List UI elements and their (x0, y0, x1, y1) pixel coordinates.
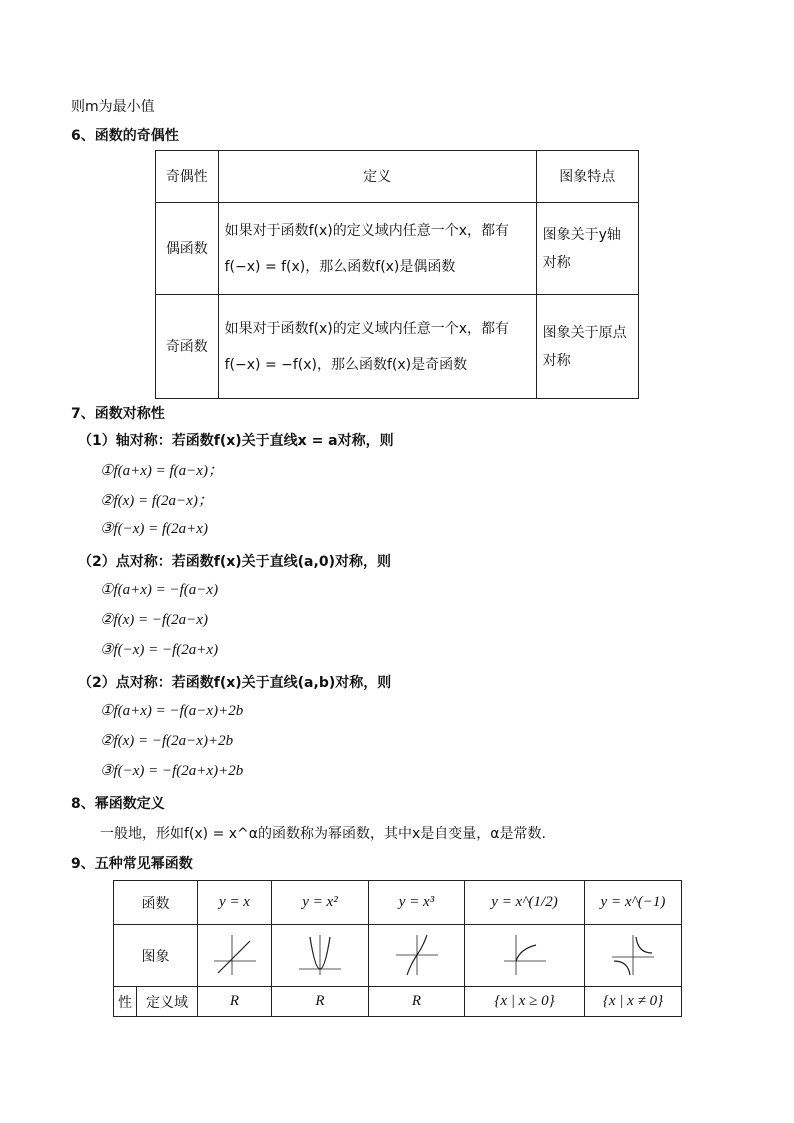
point-symmetry-a0-head: （2）点对称：若函数f(x)关于直线(a,0)对称，则 (78, 554, 391, 570)
domain-cell: R (198, 987, 272, 1017)
pointb-item-1: ①f(a+x) = −f(a−x)+2b (100, 703, 244, 719)
function-cell: y = x² (272, 881, 369, 925)
header-graph-feature: 图象特点 (536, 151, 638, 203)
even-function-definition (218, 203, 536, 295)
row-label-property: 性 (114, 987, 137, 1017)
axis-item-3: ③f(−x) = f(2a+x) (100, 521, 208, 537)
graph-cell (272, 925, 369, 987)
odd-function-label: 奇函数 (156, 295, 219, 399)
odd-function-feature (536, 295, 638, 399)
graph-cell (198, 925, 272, 987)
odd-feature-line2: 对称 (542, 352, 571, 369)
domain-cell: {x | x ≥ 0} (465, 987, 585, 1017)
row-label-function: 函数 (114, 881, 198, 925)
even-function-feature (536, 203, 638, 295)
pointb-item-3: ③f(−x) = −f(2a+x)+2b (100, 763, 244, 779)
axis-item-1: ①f(a+x) = f(a−x)； (100, 463, 223, 479)
domain-cell: R (369, 987, 465, 1017)
section-9-title: 9、五种常见幂函数 (71, 856, 193, 872)
odd-feature-line1: 图象关于原点 (542, 324, 627, 341)
odd-function-definition (218, 295, 536, 399)
point0-item-2: ②f(x) = −f(2a−x) (100, 612, 208, 628)
axis-item-2: ②f(x) = f(2a−x)； (100, 493, 213, 509)
even-feature-line1: 图象关于y轴 (542, 226, 621, 243)
function-cell: y = x (198, 881, 272, 925)
point0-item-1: ①f(a+x) = −f(a−x) (100, 582, 219, 598)
axis-symmetry-head: （1）轴对称：若函数f(x)关于直线x = a对称，则 (78, 433, 394, 449)
even-def-line2: f(−x) = f(x)，那么函数f(x)是偶函数 (224, 258, 456, 275)
even-feature-line2: 对称 (542, 254, 571, 271)
function-cell: y = x^(1/2) (465, 881, 585, 925)
section-7-title: 7、函数对称性 (71, 406, 165, 422)
parity-table (155, 150, 639, 399)
graph-y-inverse-x (608, 931, 658, 977)
section-8-title: 8、幂函数定义 (71, 796, 165, 812)
odd-def-line1: 如果对于函数f(x)的定义域内任意一个x，都有 (224, 320, 510, 337)
odd-def-line2: f(−x) = −f(x)，那么函数f(x)是奇函数 (224, 356, 468, 373)
graph-y-x (210, 931, 260, 977)
graph-cell (465, 925, 585, 987)
graph-cell (369, 925, 465, 987)
graph-y-x2 (295, 931, 345, 977)
power-function-definition: 一般地，形如f(x) = x^α的函数称为幂函数，其中x是自变量，α是常数. (100, 826, 546, 842)
section-6-title: 6、函数的奇偶性 (71, 128, 179, 144)
function-cell: y = x^(−1) (585, 881, 682, 925)
graph-y-x3 (392, 931, 442, 977)
point0-item-3: ③f(−x) = −f(2a+x) (100, 642, 219, 658)
pointb-item-2: ②f(x) = −f(2a−x)+2b (100, 733, 234, 749)
header-parity: 奇偶性 (156, 151, 219, 203)
function-cell: y = x³ (369, 881, 465, 925)
even-def-line1: 如果对于函数f(x)的定义域内任意一个x，都有 (224, 222, 510, 239)
header-definition: 定义 (218, 151, 536, 203)
point-symmetry-ab-head: （2）点对称：若函数f(x)关于直线(a,b)对称，则 (78, 675, 392, 691)
domain-cell: R (272, 987, 369, 1017)
row-label-domain: 定义域 (137, 987, 198, 1017)
row-label-graph: 图象 (114, 925, 198, 987)
intro-line: 则m为最小值 (71, 99, 155, 115)
graph-cell (585, 925, 682, 987)
domain-cell: {x | x ≠ 0} (585, 987, 682, 1017)
graph-y-sqrt-x (500, 931, 550, 977)
power-functions-table (113, 880, 682, 1017)
even-function-label: 偶函数 (156, 203, 219, 295)
